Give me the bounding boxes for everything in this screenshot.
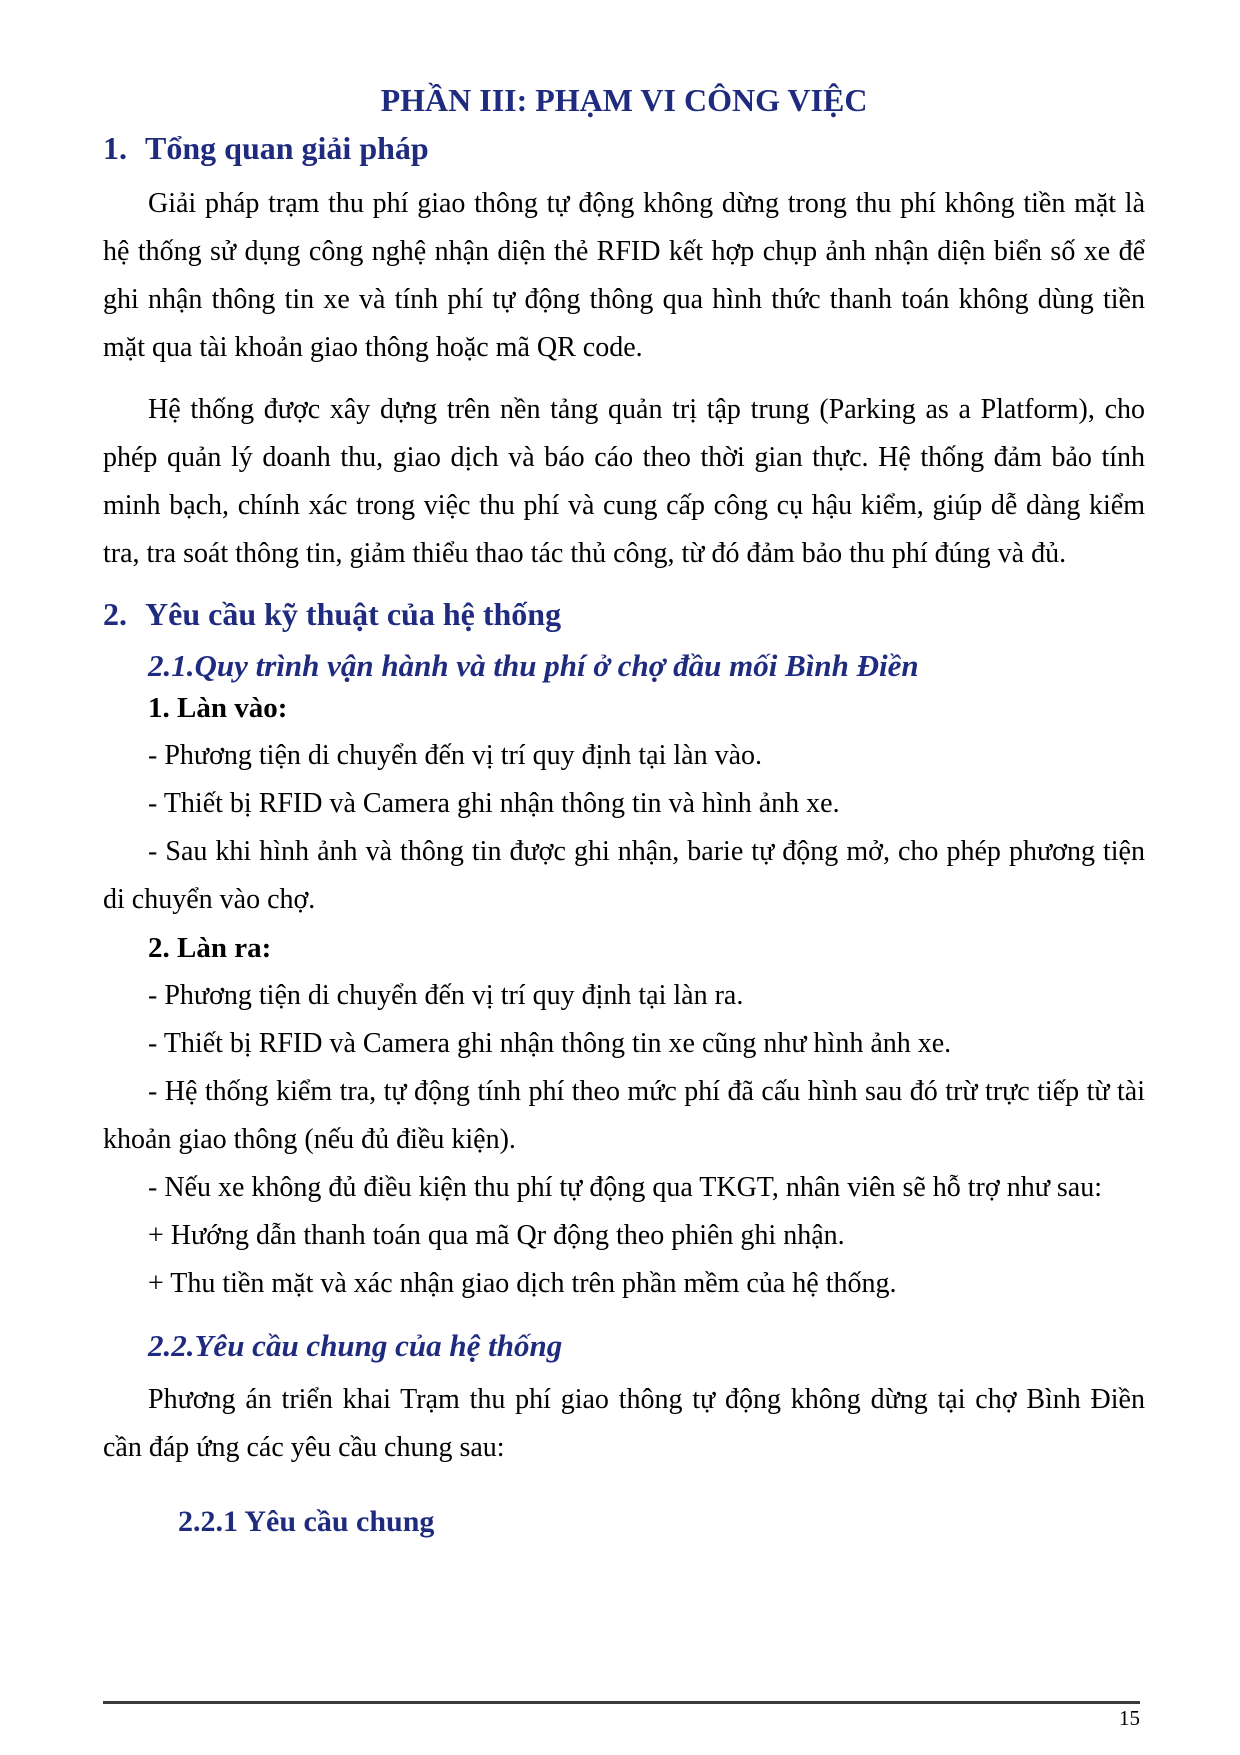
lane-out-item: - Nếu xe không đủ điều kiện thu phí tự động qua TKGT, nhân viên sẽ hỗ trợ như sau: <box>148 1172 1102 1203</box>
section-2-2-1-heading: 2.2.1 Yêu cầu chung <box>178 1505 435 1538</box>
section-2-1-heading: 2.1.Quy trình vận hành và thu phí ở chợ đầu mối Bình Điền <box>148 648 919 683</box>
lane-in-item: - Sau khi hình ảnh và thông tin được ghi nhận, barie tự động mở, cho phép phương tiện di chuyển vào chợ. <box>103 836 1145 915</box>
section-1-number: 1. <box>103 130 127 166</box>
overview-paragraph-2: Hệ thống được xây dựng trên nền tảng quản trị tập trung (Parking as a Platform), cho phép quản lý doanh thu, giao dịch và báo cáo theo thời gian thực. Hệ thống đảm bảo tính minh bạch, chính xác trong việc thu phí và cung cấp công cụ hậu kiểm, giúp dễ dàng kiểm tra, tra soát thông tin, giảm thiểu thao tác thủ công, từ đó đảm bảo thu phí đúng và đủ. <box>103 394 1145 569</box>
lane-in-item: - Phương tiện di chuyển đến vị trí quy định tại làn vào. <box>148 740 762 771</box>
lane-out-item: - Hệ thống kiểm tra, tự động tính phí theo mức phí đã cấu hình sau đó trừ trực tiếp từ tài khoản giao thông (nếu đủ điều kiện). <box>103 1076 1145 1155</box>
section-2-heading-text: Yêu cầu kỹ thuật của hệ thống <box>145 596 562 632</box>
page-title: PHẦN III: PHẠM VI CÔNG VIỆC <box>380 82 868 118</box>
footer-divider <box>103 1701 1140 1704</box>
lane-out-label: 2. Làn ra: <box>148 932 272 964</box>
section-2-2-heading: 2.2.Yêu cầu chung của hệ thống <box>148 1328 563 1363</box>
section-2-2-paragraph: Phương án triển khai Trạm thu phí giao thông tự động không dừng tại chợ Bình Điền cần đáp ứng các yêu cầu chung sau: <box>103 1384 1145 1463</box>
overview-paragraph-1: Giải pháp trạm thu phí giao thông tự động không dừng trong thu phí không tiền mặt là hệ thống sử dụng công nghệ nhận diện thẻ RFID kết hợp chụp ảnh nhận diện biển số xe để ghi nhận thông tin xe và tính phí tự động thông qua hình thức thanh toán không dùng tiền mặt qua tài khoản giao thông hoặc mã QR code. <box>103 188 1145 363</box>
page-number: 15 <box>1119 1706 1140 1730</box>
lane-out-item: + Thu tiền mặt và xác nhận giao dịch trên phần mềm của hệ thống. <box>148 1268 897 1299</box>
section-1-heading <box>103 124 1145 172</box>
lane-out-item: - Thiết bị RFID và Camera ghi nhận thông tin xe cũng như hình ảnh xe. <box>148 1028 952 1059</box>
section-2-number: 2. <box>103 596 127 632</box>
section-2-heading <box>103 590 1145 638</box>
lane-out-item: + Hướng dẫn thanh toán qua mã Qr động theo phiên ghi nhận. <box>148 1220 845 1251</box>
section-1-heading-text: Tổng quan giải pháp <box>145 130 429 166</box>
lane-out-item: - Phương tiện di chuyển đến vị trí quy định tại làn ra. <box>148 980 744 1011</box>
lane-in-label: 1. Làn vào: <box>148 692 288 724</box>
lane-in-item: - Thiết bị RFID và Camera ghi nhận thông tin và hình ảnh xe. <box>148 788 840 819</box>
